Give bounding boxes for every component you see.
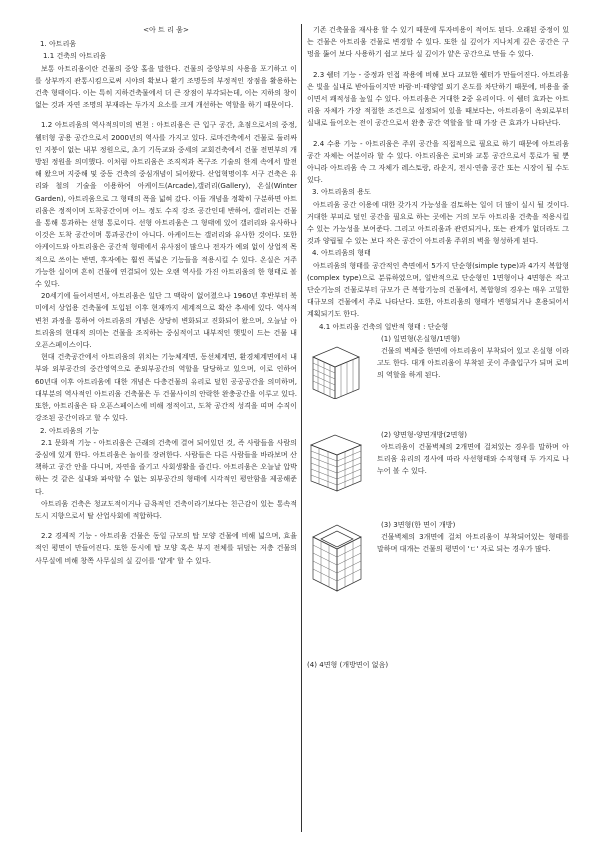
paragraph-reuse: 기존 건축물을 재사용 할 수 있기 때문에 투자비용이 적어도 된다. 오래된 중정이 있는 건물은 아트리움 건물로 변경할 수 있다. 또한 실 깊이가 지나치게 깊은 공간은 구멍을 뚫어 보다 사용하기 쉽고 보다 실 깊이가 얕은 공간으로 만들 수 있다. <box>307 25 569 59</box>
paragraph-definition: 보통 아트리움이란 건물의 중앙 홀을 말한다. 건물의 중앙부의 사용을 포기하고 이를 상부까지 관통시킴으로써 시야의 확보나 환기 조명등의 부정적인 장점을 활용하는 건축 형태이다. 이는 특히 지하건축물에서 더 큰 장점이 부각되는데, 이는 지하의 창이 없는 것과 자연 조명의 부재라는 두가지 요소를 크게 개선하는 역할을 하기 때문이다. <box>35 63 297 110</box>
document-title: <아 트 리 움> <box>143 25 189 34</box>
type-1-title: (1) 일면형(온실형/1면형) <box>381 333 461 343</box>
paragraph-economic-function: 2.2 경제적 기능 - 아트리움 건물은 동일 규모의 탑 모양 건물에 비해 넓으며, 효율적인 평면이 만들어진다. 또한 동시에 탑 모양 혹은 부지 전체를 뒤덮는 저층 건물의 사무실에 비해 창쪽 사무실의 실 깊이를 '얕게' 할 수 있다. <box>35 531 297 565</box>
type-three-sides <box>307 519 569 607</box>
heading-functions: 2. 아트리움의 기능 <box>40 425 99 435</box>
heading-uses: 3. 아트리움의 용도 <box>312 187 371 197</box>
paragraph-shelter-function: 2.3 쉘터 기능 - 중정과 인접 작용에 비해 보다 교묘한 쉘터가 만들어진다. 아트리움은 빛을 실내로 받아들이지만 바람·비·태양열 외기 온도를 차단하기 때문에, 비용을 줄이면서 쾌적성을 높일 수 있다. 아트리움은 거대한 2중 유리이다. 이 쉘터 효과는 아트리움 자체가 가장 적절한 조건으로 설정되어 있을 때보다는, 아트리움이 옥외로부터 실내로 들어오는 전이 공간으로서 완충 공간 역할을 할 때 가장 큰 효과가 나타난다. <box>307 69 569 128</box>
paragraph-urban-orientation: 아트리움 건축은 청교도적이거나 금욕적인 건축이라기보다는 친근감이 있는 통속적 도시 지향으로서 탈 산업사회에 적합하다. <box>35 498 297 520</box>
left-column <box>35 24 297 567</box>
paragraph-forms: 아트리움의 형태를 공간적인 측면에서 5가지 단순형(simple type)과 4가지 복합형(complex type)으로 분류하였으며, 일반적으로 단순형인 1면형이나 4면형은 작고 단순기능의 건물로부터 규모가 큰 복합기능의 건물에서, 복합형의 경우는 매우 고밀한 대규모의 건물에서 주로 나타난다. 또한, 아트리움의 형태가 변형되거나 혼용되어서 계획되기도 한다. <box>307 260 569 319</box>
one-side-atrium-diagram <box>307 339 365 399</box>
type-2-description: 아트리움이 건물벽체의 2개면에 걸쳐있는 경우를 말하며 아트리움 유리의 경사에 따라 사선형태와 수직형태 두 가지로 나누어 볼 수 있다. <box>377 442 569 476</box>
type-two-sides <box>307 429 569 511</box>
two-side-atrium-diagram <box>307 431 365 495</box>
paragraph-modern-atrium: 현대 건축공간에서 아트리움의 위치는 기능체계면, 동선체계면, 환경체계면에서 내부와 외부공간의 중간영역으로 준외부공간의 역할을 담당하고 있으며, 이로 인하여 60년대 이후 아트리움에 대한 개념은 다층건물의 유리로 덮힌 공공공간을 의미하며, 대부분의 역사적인 아트리움 건축물은 두 건물사이의 안락한 완충공간을 이루고 있다. 또한, 아트리움은 타 오픈스페이스에 비해 정적이고, 도착 공간적 성격을 띠며 수직이 강조된 공간이라고 할 수 있다. <box>35 352 297 423</box>
heading-1-1: 1.1 건축의 아트리움 <box>43 51 107 61</box>
heading-atrium: 1. 아트리움 <box>40 39 77 49</box>
right-column <box>307 24 569 671</box>
type-one-side <box>307 333 569 415</box>
type-1-description: 건물의 벽체중 한면에 아트리움이 부착되어 있고 온실형 이라고도 한다. 대개 아트리움이 부착된 곳이 주출입구가 되며 로비의 역할을 하게 된다. <box>377 346 569 380</box>
type-3-description: 건물벽체의 3개면에 걸쳐 아트리움이 부착되어있는 형태를 말하며 대개는 건물의 평면이 'ㄷ' 자로 되는 경우가 많다. <box>377 532 569 554</box>
paragraph-accommodation-function: 2.4 수용 기능 - 아트리움은 주위 공간을 직접적으로 필요로 하기 때문에 아트리움 공간 자체는 여분이라 할 수 있다. 아트리움은 로비와 교통 공간으로서 통로가 될 뿐 아니라 아트리움 속 그 자체가 레스토랑, 라운지, 전시·연출 공간 또는 시장이 될 수도 있다. <box>307 138 569 185</box>
heading-simple-types: 4.1 아트리움 건축의 일반적 형태 : 단순형 <box>319 321 449 331</box>
paragraph-history: 1.2 아트리움의 역사적의미의 변천 : 아트리움은 큰 입구 공간, 초점으로서의 중정, 웰터형 공용 공간으로서 2000년의 역사를 가지고 있다. 로마건축에서 건물로 둘러싸인 지붕이 없는 내부 정원으로, 초기 기독교와 중세의 교회건축에서 건물 전면부의 개방된 정원을 의미했다. 이처럼 아트리움은 조직적과 목구조 기술의 한계 속에서 발전해 왔으며 지중해 및 중동 건축의 중심개념이 되어왔다. 산업혁명이후 서구 건축은 유리와 철의 기술을 이용하여 아케이드(Arcade),갤러리(Gallery), 온실(Winter Garden), 아트리움으로 그 형태의 폭을 넓혀 갔다. 이들 개념을 정확히 구분하면 아트리움은 정적이며 도착공간이며 어느 정도 수직 강조 공간인데 반하여, 갤러리는 건물을 통해 통과하는 선형 통로이다. 선형 아트리움은 그 형태에 있어 갤러리와 유사하나 이것은 도착 공간이며 통과공간이 아니다. 아케이드는 갤러리와 유사한 것이다. 또한 아케이드와 아트리움은 공간적 형태에서 유사점이 많으나 전자가 예외 없이 상업적 목적으로 쓰이는 반면, 후자에는 훨씬 폭넓은 기능들을 적용시킬 수 있다. 온실은 거주 가능한 실이며 흔히 건물에 연결되어 있는 오랜 역사를 가진 아트리움의 한 형태로 볼 수 있다. <box>35 120 297 289</box>
column-divider <box>301 24 302 832</box>
three-side-atrium-diagram <box>307 519 367 593</box>
paragraph-20th-century: 20세기에 들어서면서, 아트리움은 일단 그 맥락이 없어졌으나 1960년 후반부터 북미에서 상업용 건축물에 도입된 이후 현재까지 세계적으로 확산 추세에 있다. 역사적 변천 과정을 통하여 아트리움의 개념은 상당히 변화되고 진화되어 왔으며, 오늘날 아트리움의 현대적 의미는 건물을 조직하는 중심적이고 내부적인 햇빛이 드는 건물 내 오픈스페이스이다. <box>35 291 297 350</box>
heading-forms: 4. 아트리움의 형태 <box>312 248 371 258</box>
type-2-title: (2) 양면형-양면개방(2면형) <box>381 429 468 439</box>
paragraph-cultural-function: 2.1 문화적 기능 - 아트리움은 근래의 건축에 결여 되어있던 것, 즉 사람들을 사람의 중심에 있게 한다. 아트리움은 놀이를 장려한다. 사람들은 다른 사람들을 바라보며 산책하고 공간 안을 다니며, 자연을 즐기고 사회생활을 즐긴다. 아트리움은 오늘날 압박하는 것 같은 실내와 파악할 수 없는 외부공간의 형태에 시각적인 평안함을 제공해준다. <box>35 437 297 496</box>
type-3-title: (3) 3면형(한 면이 개방) <box>381 519 456 529</box>
type-4-title: (4) 4면형 (개방면이 없음) <box>307 659 389 669</box>
paragraph-uses: 아트리움 공간 이용에 대한 갖가지 가능성을 검토하는 일이 더 많이 실시 될 것이다. 거대한 부피로 덮인 공간을 필요로 하는 곳에는 거의 모두 아트리움 건축을 적용시킬 수 있는 가능성을 보여준다. 그리고 아트리움과 관련되거나, 또는 관계가 없더라도 그것과 양립될 수 있는 보다 작은 공간이 아트리움 주위의 벽을 형성하게 된다. <box>307 199 569 246</box>
